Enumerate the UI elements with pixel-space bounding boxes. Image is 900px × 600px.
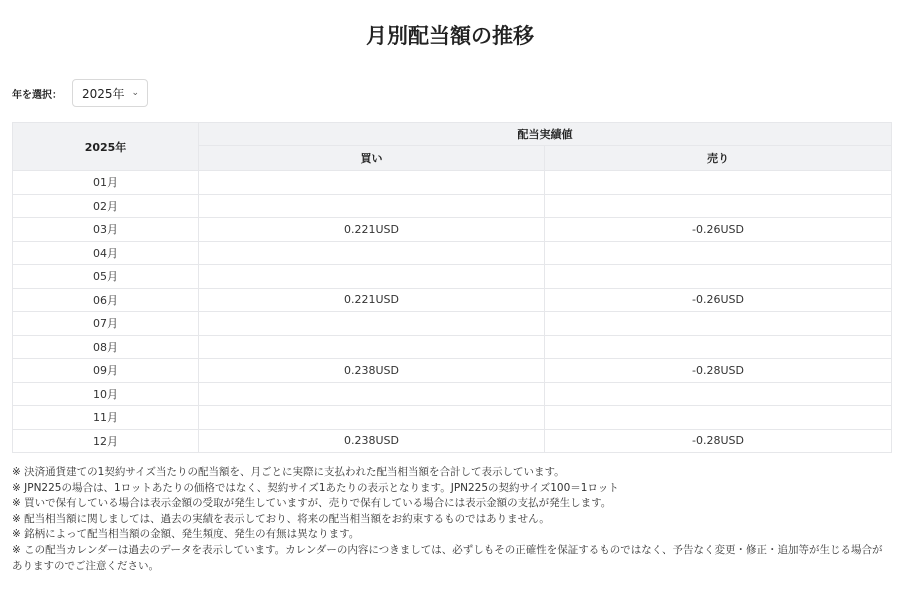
buy-value-cell <box>199 382 545 406</box>
buy-value-cell: 0.238USD <box>199 359 545 383</box>
dividend-group-header: 配当実績値 <box>199 123 892 146</box>
month-cell: 03月 <box>13 218 199 242</box>
table-row <box>13 241 892 265</box>
month-cell: 07月 <box>13 312 199 336</box>
buy-value-cell: 0.221USD <box>199 288 545 312</box>
table-row <box>13 429 892 453</box>
sell-value-cell <box>545 406 892 430</box>
month-cell: 08月 <box>13 335 199 359</box>
month-cell: 10月 <box>13 382 199 406</box>
buy-value-cell: 0.238USD <box>199 429 545 453</box>
note-line: ※ 決済通貨建ての1契約サイズ当たりの配当額を、月ごとに実際に支払われた配当相当額を合計して表示しています。 <box>12 466 565 478</box>
table-row <box>13 359 892 383</box>
buy-value-cell <box>199 194 545 218</box>
sell-value-cell <box>545 241 892 265</box>
sell-value-cell <box>545 265 892 289</box>
table-row <box>13 382 892 406</box>
month-cell: 02月 <box>13 194 199 218</box>
month-cell: 09月 <box>13 359 199 383</box>
month-cell: 01月 <box>13 171 199 195</box>
table-row <box>13 265 892 289</box>
note-line: ※ この配当カレンダーは過去のデータを表示しています。カレンダーの内容につきましては、必ずしもその正確性を保証するものではなく、予告なく変更・修正・追加等が生じる場合がありますのでご注意ください。 <box>12 543 883 572</box>
sell-column-header: 売り <box>545 146 892 171</box>
page-title: 月別配当額の推移 <box>366 24 534 48</box>
table-row <box>13 312 892 336</box>
month-cell: 12月 <box>13 429 199 453</box>
dividend-table <box>12 122 892 453</box>
month-cell: 04月 <box>13 241 199 265</box>
table-row <box>13 288 892 312</box>
table-row <box>13 171 892 195</box>
sell-value-cell <box>545 335 892 359</box>
sell-value-cell <box>545 171 892 195</box>
buy-value-cell <box>199 406 545 430</box>
notes-section <box>12 465 892 574</box>
year-column-header: 2025年 <box>13 123 199 171</box>
buy-value-cell <box>199 265 545 289</box>
buy-value-cell: 0.221USD <box>199 218 545 242</box>
month-cell: 11月 <box>13 406 199 430</box>
year-select-value: 2025年 <box>82 86 125 101</box>
sell-value-cell <box>545 382 892 406</box>
note-line: ※ 銘柄によって配当相当額の金額、発生頻度、発生の有無は異なります。 <box>12 528 360 541</box>
table-row <box>13 406 892 430</box>
sell-value-cell <box>545 312 892 336</box>
table-row <box>13 218 892 242</box>
table-row <box>13 194 892 218</box>
buy-value-cell <box>199 335 545 359</box>
sell-value-cell <box>545 194 892 218</box>
year-select-dropdown[interactable] <box>72 79 148 107</box>
buy-column-header: 買い <box>199 146 545 171</box>
buy-value-cell <box>199 312 545 336</box>
sell-value-cell: -0.26USD <box>545 288 892 312</box>
sell-value-cell: -0.28USD <box>545 359 892 383</box>
month-cell: 05月 <box>13 265 199 289</box>
month-cell: 06月 <box>13 288 199 312</box>
note-line: ※ 配当相当額に関しましては、過去の実績を表示しており、将来の配当相当額をお約束するものではありません。 <box>12 512 550 525</box>
note-line: ※ JPN225の場合は、1ロットあたりの価格ではなく、契約サイズ1あたりの表示となります。JPN225の契約サイズ100＝1ロット <box>12 481 619 494</box>
chevron-down-icon: ⌄ <box>131 88 140 98</box>
table-row <box>13 335 892 359</box>
buy-value-cell <box>199 241 545 265</box>
sell-value-cell: -0.26USD <box>545 218 892 242</box>
note-line: ※ 買いで保有している場合は表示金額の受取が発生していますが、売りで保有している場合には表示金額の支払が発生します。 <box>12 497 612 510</box>
year-selector-row <box>12 78 148 108</box>
year-selector-label: 年を選択： <box>12 89 62 101</box>
buy-value-cell <box>199 171 545 195</box>
sell-value-cell: -0.28USD <box>545 429 892 453</box>
